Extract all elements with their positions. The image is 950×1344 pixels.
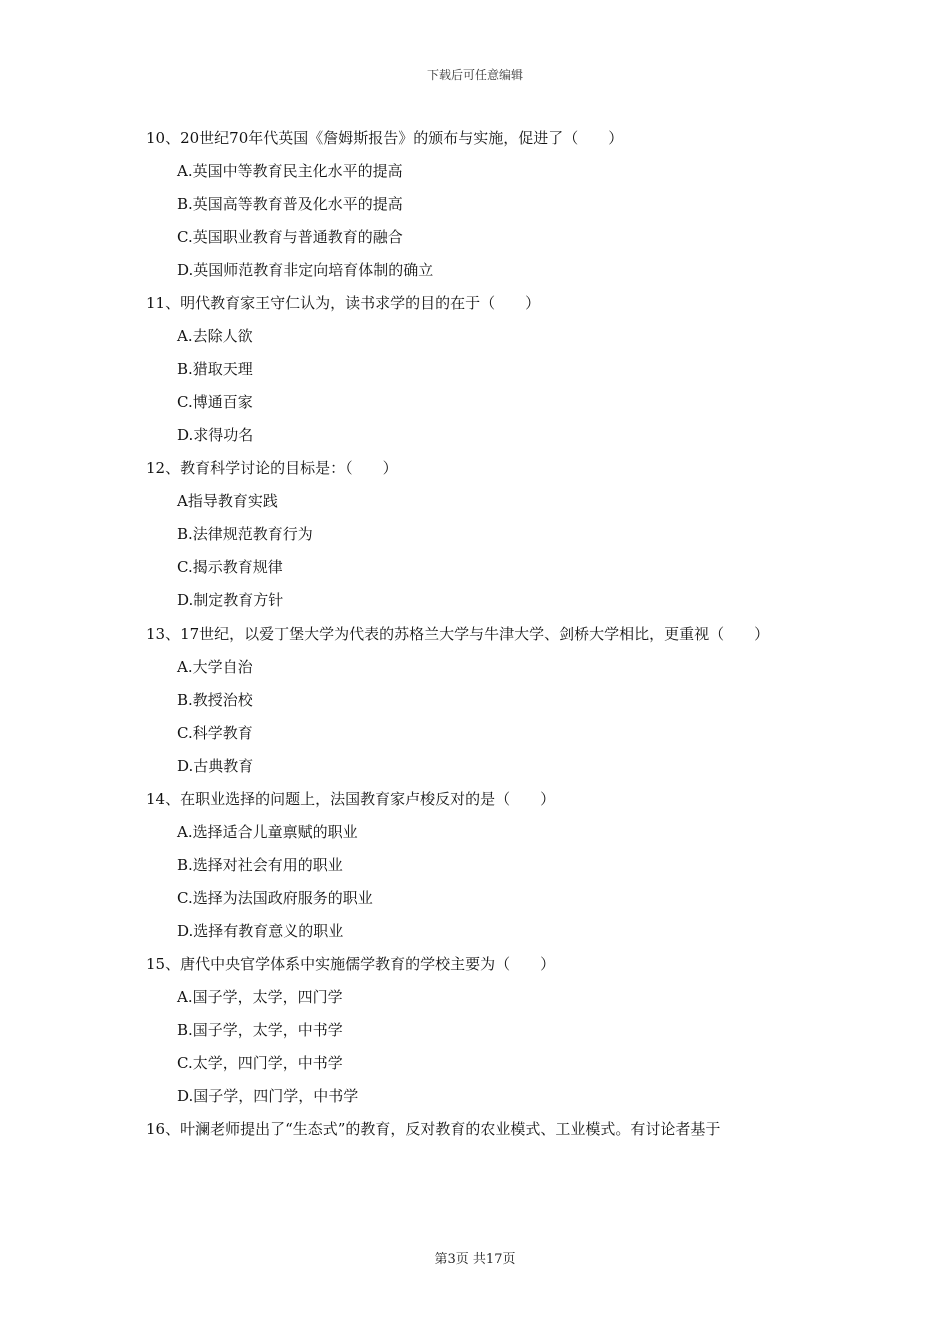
option-item: D.国子学，四门学，中书学 bbox=[177, 1087, 359, 1105]
option-item: A.英国中等教育民主化水平的提高 bbox=[177, 162, 403, 180]
option-item: D.英国师范教育非定向培育体制的确立 bbox=[177, 261, 434, 279]
option-item: A.大学自治 bbox=[177, 658, 253, 676]
option-item: B.国子学，太学，中书学 bbox=[177, 1021, 343, 1039]
question-stem: 15、唐代中央官学体系中实施儒学教育的学校主要为（ ） bbox=[146, 955, 556, 973]
option-item: B.法律规范教育行为 bbox=[177, 525, 313, 543]
option-item: C.选择为法国政府服务的职业 bbox=[177, 889, 373, 907]
option-item: B.猎取天理 bbox=[177, 360, 253, 378]
option-item: B.选择对社会有用的职业 bbox=[177, 856, 343, 874]
question-stem: 14、在职业选择的问题上，法国教育家卢梭反对的是（ ） bbox=[146, 790, 556, 808]
option-item: A.去除人欲 bbox=[177, 327, 253, 345]
option-item: C.太学，四门学，中书学 bbox=[177, 1054, 343, 1072]
question-list bbox=[146, 122, 816, 1146]
option-item: C.揭示教育规律 bbox=[177, 558, 283, 576]
option-item: C.科学教育 bbox=[177, 724, 253, 742]
option-item: A.国子学，太学，四门学 bbox=[177, 988, 343, 1006]
question-stem: 16、叶澜老师提出了“生态式”的教育，反对教育的农业模式、工业模式。有讨论者基于 bbox=[146, 1120, 721, 1138]
question-stem: 11、明代教育家王守仁认为，读书求学的目的在于（ ） bbox=[146, 294, 541, 312]
option-item: C.博通百家 bbox=[177, 393, 253, 411]
question-stem: 10、20世纪70年代英国《詹姆斯报告》的颁布与实施，促进了（ ） bbox=[146, 129, 624, 147]
option-item: B.教授治校 bbox=[177, 691, 253, 709]
option-item: A指导教育实践 bbox=[177, 492, 278, 510]
option-item: D.古典教育 bbox=[177, 757, 254, 775]
option-item: D.制定教育方针 bbox=[177, 591, 284, 609]
question-stem: 12、教育科学讨论的目标是：（ ） bbox=[146, 459, 398, 477]
option-item: C.英国职业教育与普通教育的融合 bbox=[177, 228, 403, 246]
option-item: B.英国高等教育普及化水平的提高 bbox=[177, 195, 403, 213]
page-header: 下载后可任意编辑 bbox=[426, 68, 523, 82]
page-footer: 第3页 共17页 bbox=[434, 1252, 516, 1267]
option-item: D.求得功名 bbox=[177, 426, 254, 444]
question-stem: 13、17世纪，以爱丁堡大学为代表的苏格兰大学与牛津大学、剑桥大学相比，更重视（ ） bbox=[146, 625, 770, 643]
option-item: A.选择适合儿童禀赋的职业 bbox=[177, 823, 358, 841]
option-item: D.选择有教育意义的职业 bbox=[177, 922, 344, 940]
